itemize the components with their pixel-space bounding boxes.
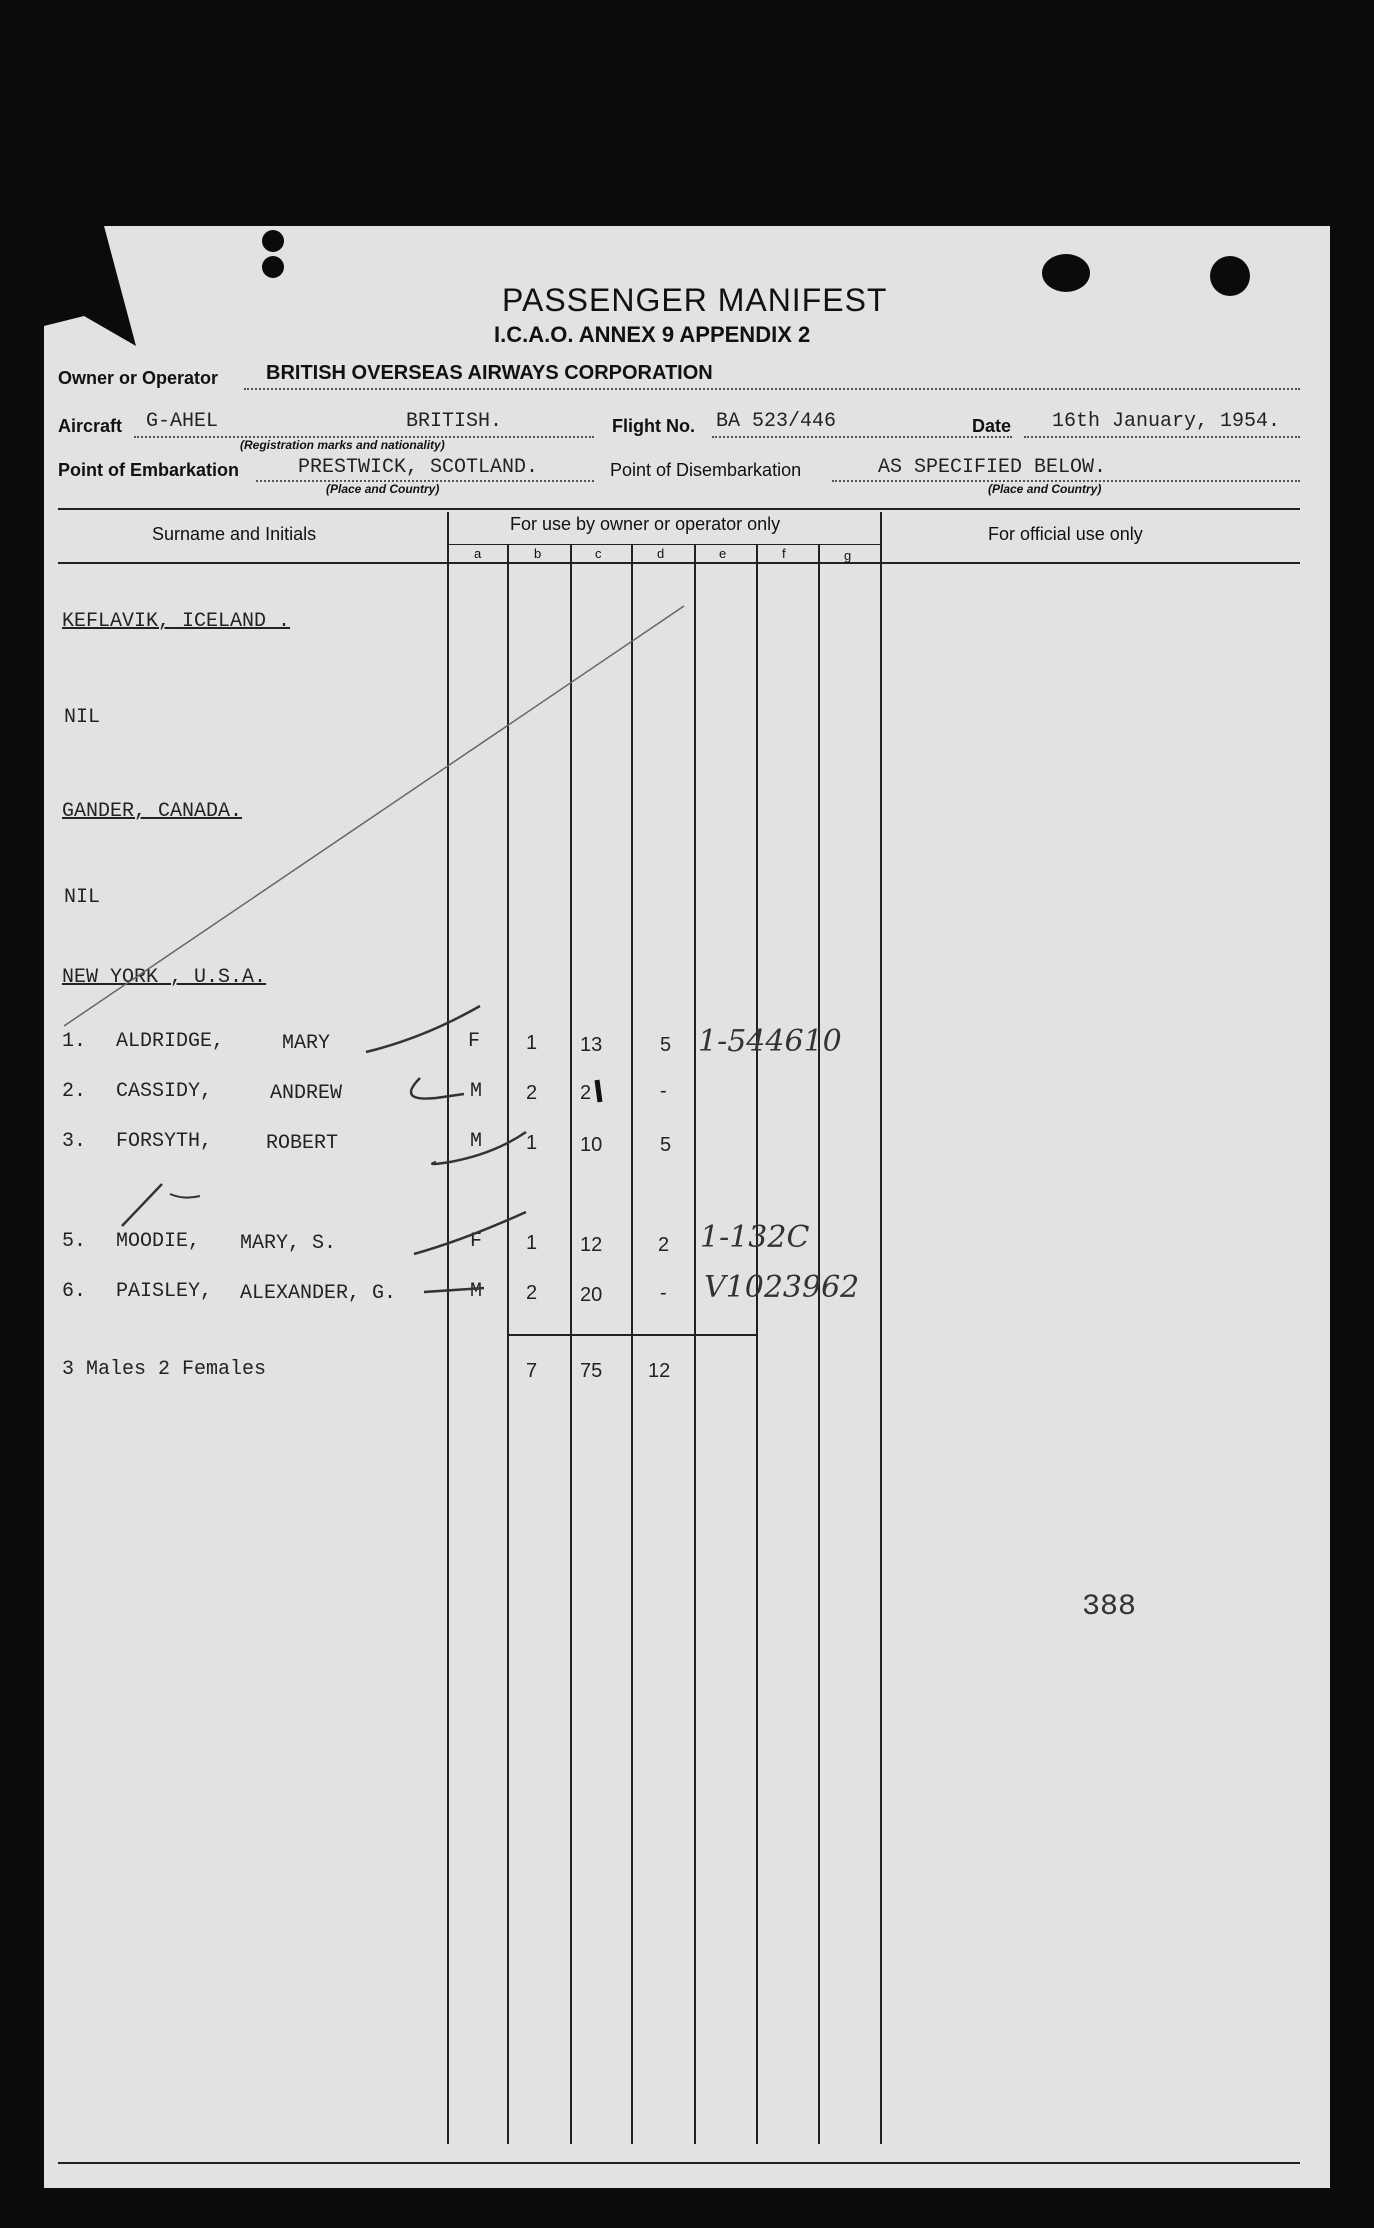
- passenger-col-c: 10: [580, 1134, 603, 1156]
- col-a-label: a: [474, 546, 482, 561]
- disembark-label: Point of Disembarkation: [610, 460, 802, 480]
- passenger-col-b: 1: [526, 1132, 538, 1154]
- passenger-col-b: 1: [526, 1032, 538, 1054]
- passenger-col-b: 2: [526, 1282, 538, 1304]
- passenger-col-d: 5: [660, 1134, 672, 1156]
- passenger-surname: FORSYTH,: [116, 1130, 213, 1153]
- date-label: Date: [972, 416, 1012, 436]
- aircraft-reg: G-AHEL: [146, 410, 219, 433]
- passenger-number: 2.: [62, 1080, 87, 1103]
- passenger-col-a: M: [470, 1080, 483, 1103]
- gander-nil: NIL: [64, 886, 101, 909]
- totals-col-b: 7: [526, 1360, 538, 1382]
- totals-col-d: 12: [648, 1360, 671, 1382]
- passenger-col-d: 2: [658, 1234, 670, 1256]
- destination-gander: GANDER, CANADA.: [62, 800, 243, 823]
- flight-label: Flight No.: [612, 416, 695, 436]
- passenger-col-a: F: [468, 1030, 481, 1053]
- page-stamp-number: 388: [1082, 1590, 1137, 1624]
- col-g-label: g: [844, 548, 852, 563]
- surname-header: Surname and Initials: [152, 524, 317, 544]
- official-use-header: For official use only: [988, 524, 1143, 544]
- passenger-col-b: 1: [526, 1232, 538, 1254]
- totals-label: 3 Males 2 Females: [62, 1358, 267, 1381]
- passenger-given-name: ANDREW: [270, 1082, 343, 1105]
- passenger-given-name: MARY, S.: [240, 1232, 337, 1255]
- passenger-number: 3.: [62, 1130, 87, 1153]
- passenger-surname: PAISLEY,: [116, 1280, 213, 1303]
- page-subtitle: I.C.A.O. ANNEX 9 APPENDIX 2: [494, 322, 811, 347]
- col-b-label: b: [534, 546, 542, 561]
- passenger-given-name: MARY: [282, 1032, 331, 1055]
- embark-label: Point of Embarkation: [58, 460, 240, 480]
- passenger-col-d: -: [660, 1282, 667, 1304]
- aircraft-label: Aircraft: [58, 416, 123, 436]
- pencil-annotations: [44, 226, 1330, 2188]
- date-value: 16th January, 1954.: [1052, 410, 1281, 433]
- passenger-col-a: M: [470, 1130, 483, 1153]
- col-f-label: f: [782, 546, 786, 561]
- passenger-col-d: 5: [660, 1034, 672, 1056]
- passenger-col-c: 12: [580, 1234, 603, 1256]
- passenger-given-name: ALEXANDER, G.: [240, 1282, 397, 1305]
- passenger-surname: CASSIDY,: [116, 1080, 213, 1103]
- disembark-value: AS SPECIFIED BELOW.: [878, 456, 1107, 479]
- aircraft-nationality: BRITISH.: [406, 410, 503, 433]
- embark-note: (Place and Country): [326, 482, 440, 496]
- passenger-col-c: 20: [580, 1284, 603, 1306]
- page-title: PASSENGER MANIFEST: [502, 282, 888, 318]
- passenger-number: 1.: [62, 1030, 87, 1053]
- disembark-note: (Place and Country): [988, 482, 1102, 496]
- owner-label: Owner or Operator: [58, 368, 219, 388]
- col-c-label: c: [595, 546, 602, 561]
- passenger-given-name: ROBERT: [266, 1132, 339, 1155]
- passenger-number: 5.: [62, 1230, 87, 1253]
- passenger-col-a: F: [470, 1230, 483, 1253]
- passenger-number: 6.: [62, 1280, 87, 1303]
- passenger-col-c: 2: [580, 1082, 592, 1104]
- passenger-col-b: 2: [526, 1082, 538, 1104]
- page-bottom-rule: [58, 2162, 1300, 2164]
- keflavik-nil: NIL: [64, 706, 101, 729]
- passenger-col-d: -: [660, 1080, 667, 1102]
- flight-value: BA 523/446: [716, 410, 837, 433]
- aircraft-note: (Registration marks and nationality): [240, 438, 445, 452]
- embark-value: PRESTWICK, SCOTLAND.: [298, 456, 539, 479]
- passenger-handwritten-note: 1-132C: [700, 1220, 810, 1255]
- passenger-handwritten-note: V1023962: [704, 1270, 860, 1305]
- col-e-label: e: [719, 546, 727, 561]
- totals-col-c: 75: [580, 1360, 603, 1382]
- owner-value: BRITISH OVERSEAS AIRWAYS CORPORATION: [266, 362, 713, 384]
- owner-use-header: For use by owner or operator only: [510, 514, 781, 534]
- passenger-surname: MOODIE,: [116, 1230, 201, 1253]
- col-d-label: d: [657, 546, 665, 561]
- passenger-surname: ALDRIDGE,: [116, 1030, 225, 1053]
- destination-new-york: NEW YORK , U.S.A.: [62, 966, 267, 989]
- passenger-handwritten-note: 1-544610: [698, 1024, 842, 1059]
- destination-keflavik: KEFLAVIK, ICELAND .: [62, 610, 291, 633]
- manifest-page: [44, 226, 1330, 2188]
- passenger-col-a: M: [470, 1280, 483, 1303]
- passenger-col-c: 13: [580, 1034, 603, 1056]
